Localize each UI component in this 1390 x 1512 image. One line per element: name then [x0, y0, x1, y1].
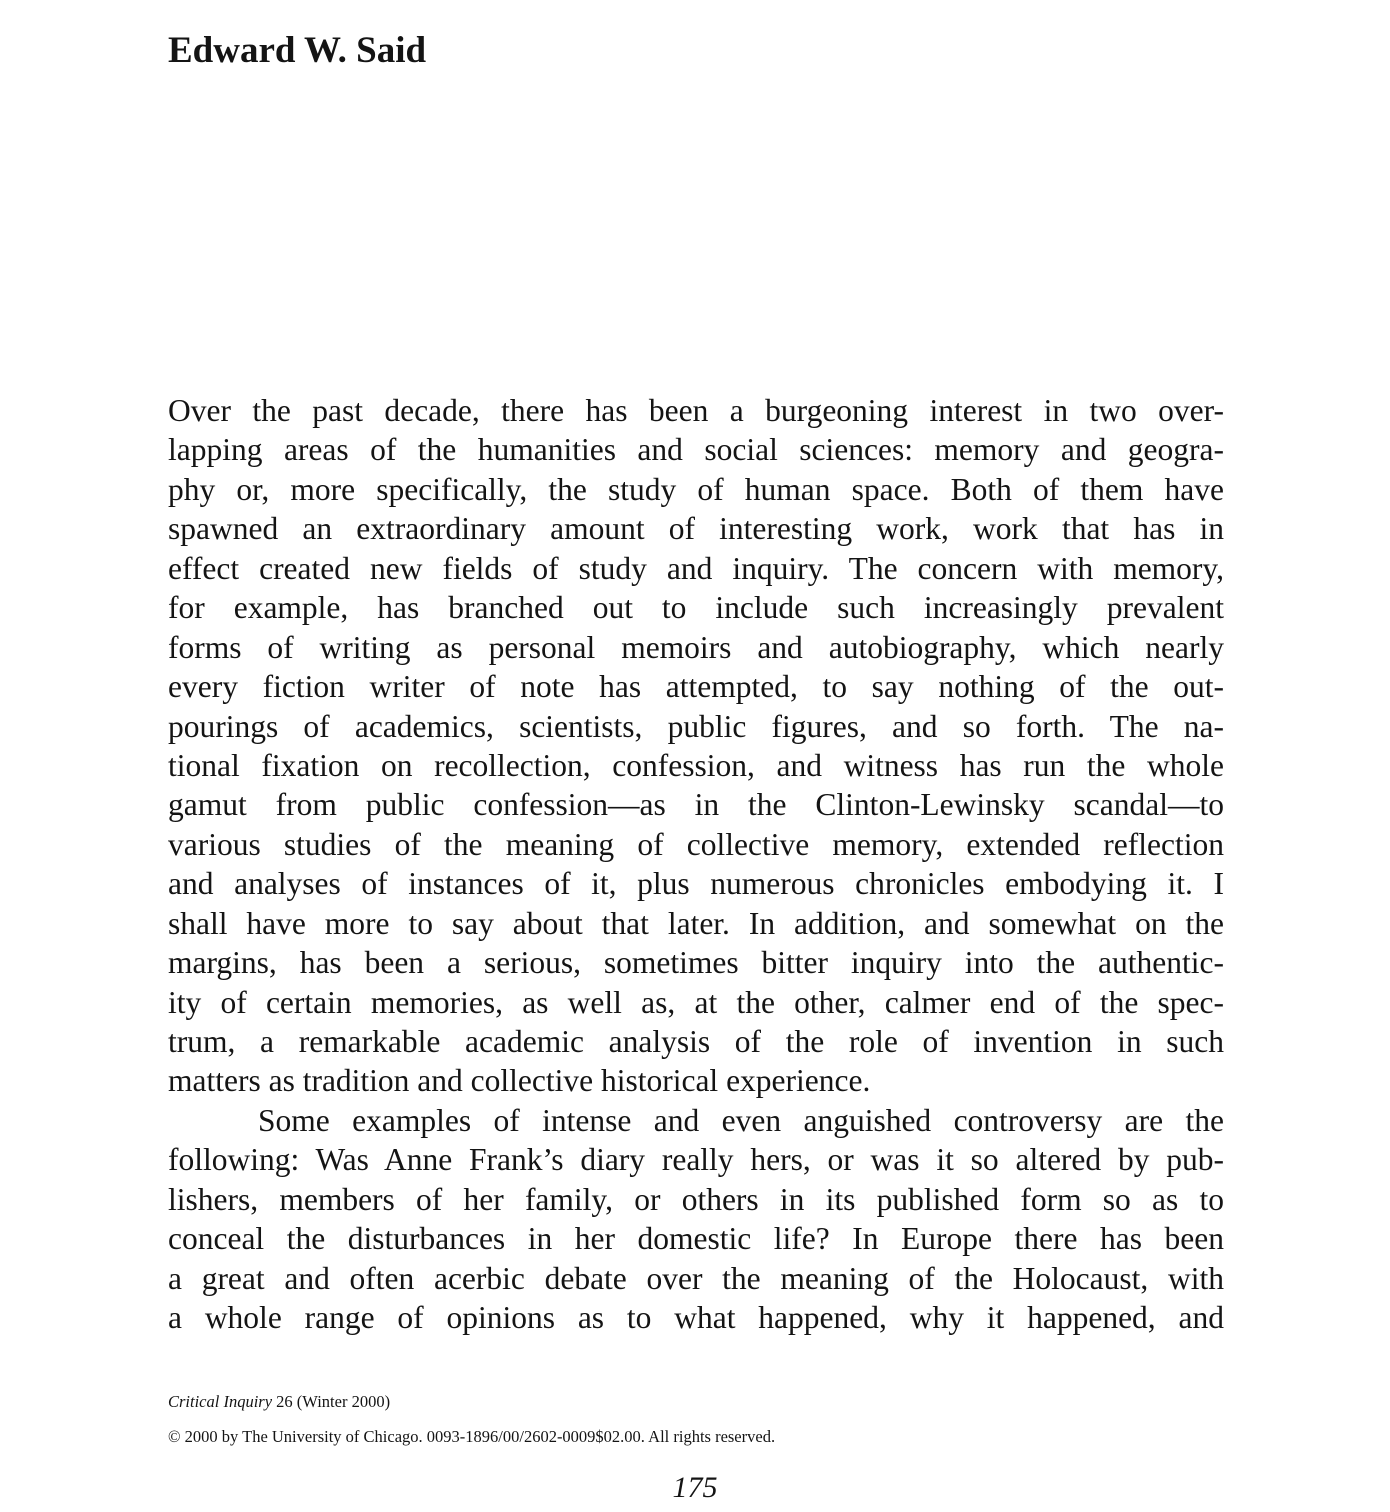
body-line: and analyses of instances of it, plus numerous chronicles embodying it. I — [168, 866, 1224, 902]
journal-title: Critical Inquiry — [168, 1392, 273, 1411]
body-line: conceal the disturbances in her domestic life? In Europe there has been — [168, 1221, 1224, 1257]
body-line: forms of writing as personal memoirs and autobiography, which nearly — [168, 629, 1224, 665]
body-line: Over the past decade, there has been a burgeoning interest in two over- — [168, 393, 1224, 428]
body-line: pourings of academics, scientists, public figures, and so forth. The na- — [168, 708, 1224, 744]
body-line: effect created new fields of study and inquiry. The concern with memory, — [168, 550, 1224, 586]
body-line: every fiction writer of note has attempted, to say nothing of the out- — [168, 669, 1224, 705]
article-body — [168, 391, 1224, 1338]
body-line: lishers, members of her family, or others in its published form so as to — [168, 1181, 1224, 1217]
body-line: ity of certain memories, as well as, at the other, calmer end of the spec- — [168, 984, 1224, 1020]
body-line: various studies of the meaning of collective memory, extended reflection — [168, 826, 1224, 862]
body-line: spawned an extraordinary amount of interesting work, work that has in — [168, 511, 1224, 547]
body-line: margins, has been a serious, sometimes bitter inquiry into the authentic- — [168, 945, 1224, 981]
body-line: for example, has branched out to include such increasingly prevalent — [168, 590, 1224, 626]
body-line: shall have more to say about that later. In addition, and somewhat on the — [168, 905, 1224, 941]
body-line: a great and often acerbic debate over the meaning of the Holocaust, with — [168, 1260, 1224, 1296]
author-name: Edward W. Said — [168, 30, 427, 71]
body-line: lapping areas of the humanities and social sciences: memory and geogra- — [168, 432, 1224, 468]
page-number: 175 — [672, 1471, 718, 1504]
journal-citation — [168, 1392, 390, 1412]
body-line: trum, a remarkable academic analysis of the role of invention in such — [168, 1024, 1224, 1059]
journal-issue: 26 (Winter 2000) — [272, 1392, 391, 1411]
copyright-notice: © 2000 by The University of Chicago. 0093-1896/00/2602-0009$02.00. All rights reserved. — [168, 1427, 776, 1446]
body-line-paragraph-end: matters as tradition and collective historical experience. — [168, 1063, 871, 1099]
body-line: tional fixation on recollection, confession, and witness has run the whole — [168, 747, 1224, 783]
body-line: phy or, more specifically, the study of human space. Both of them have — [168, 471, 1224, 507]
body-line: a whole range of opinions as to what happened, why it happened, and — [168, 1300, 1224, 1336]
body-line-paragraph-start: Some examples of intense and even anguished controversy are the — [258, 1102, 1224, 1138]
body-line: gamut from public confession—as in the Clinton-Lewinsky scandal—to — [168, 787, 1224, 823]
body-line: following: Was Anne Frank’s diary really hers, or was it so altered by pub- — [168, 1142, 1224, 1178]
